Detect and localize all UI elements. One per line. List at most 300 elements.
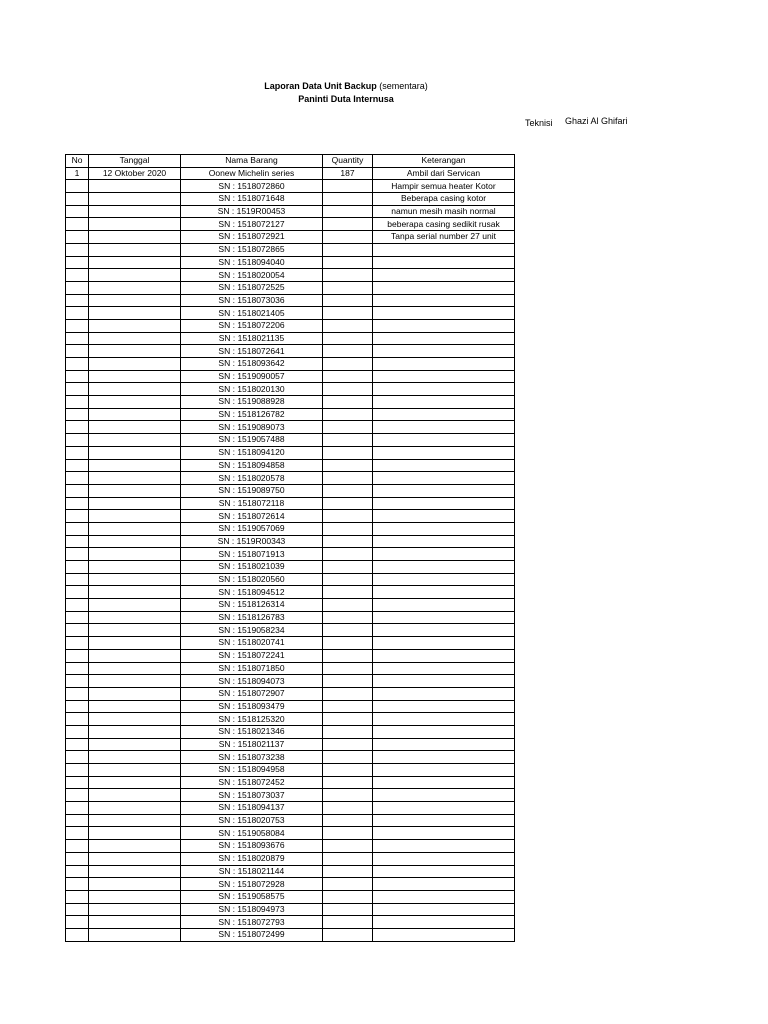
- col-header-nama-barang: Nama Barang: [181, 155, 323, 168]
- cell-keterangan: [373, 484, 515, 497]
- cell-nama-barang: Oonew Michelin series: [181, 167, 323, 180]
- cell-no: [66, 408, 89, 421]
- cell-keterangan: [373, 624, 515, 637]
- col-header-keterangan: Keterangan: [373, 155, 515, 168]
- cell-nama-barang: SN : 1518071913: [181, 548, 323, 561]
- cell-keterangan: [373, 370, 515, 383]
- table-row: [66, 599, 515, 612]
- cell-tanggal: [89, 738, 181, 751]
- cell-nama-barang: SN : 1519058575: [181, 890, 323, 903]
- cell-quantity: [323, 421, 373, 434]
- cell-tanggal: [89, 878, 181, 891]
- cell-no: [66, 687, 89, 700]
- cell-no: 1: [66, 167, 89, 180]
- cell-nama-barang: SN : 1518094040: [181, 256, 323, 269]
- cell-quantity: [323, 675, 373, 688]
- cell-no: [66, 852, 89, 865]
- cell-nama-barang: SN : 1518072641: [181, 345, 323, 358]
- table-row: [66, 637, 515, 650]
- cell-keterangan: [373, 599, 515, 612]
- cell-nama-barang: SN : 1518020753: [181, 814, 323, 827]
- table-row: [66, 345, 515, 358]
- cell-no: [66, 713, 89, 726]
- cell-nama-barang: SN : 1518072206: [181, 319, 323, 332]
- table-row: [66, 180, 515, 193]
- cell-nama-barang: SN : 1518094973: [181, 903, 323, 916]
- cell-tanggal: [89, 624, 181, 637]
- col-header-no: No: [66, 155, 89, 168]
- cell-nama-barang: SN : 1518094137: [181, 802, 323, 815]
- cell-keterangan: [373, 243, 515, 256]
- cell-nama-barang: SN : 1518021346: [181, 725, 323, 738]
- cell-tanggal: [89, 281, 181, 294]
- cell-nama-barang: SN : 1518072127: [181, 218, 323, 231]
- cell-tanggal: [89, 789, 181, 802]
- cell-tanggal: [89, 345, 181, 358]
- table-row: [66, 484, 515, 497]
- cell-keterangan: [373, 890, 515, 903]
- cell-tanggal: [89, 687, 181, 700]
- cell-nama-barang: SN : 1519R00343: [181, 535, 323, 548]
- cell-no: [66, 764, 89, 777]
- cell-nama-barang: SN : 1518093676: [181, 840, 323, 853]
- cell-no: [66, 662, 89, 675]
- cell-tanggal: [89, 611, 181, 624]
- cell-keterangan: [373, 434, 515, 447]
- cell-nama-barang: SN : 1518020560: [181, 573, 323, 586]
- cell-quantity: [323, 890, 373, 903]
- table-row: [66, 852, 515, 865]
- table-row: [66, 713, 515, 726]
- report-title-suffix: (sementara): [379, 81, 428, 91]
- cell-no: [66, 459, 89, 472]
- unit-backup-table: [65, 154, 515, 942]
- cell-keterangan: [373, 307, 515, 320]
- cell-tanggal: [89, 675, 181, 688]
- cell-no: [66, 193, 89, 206]
- cell-quantity: [323, 548, 373, 561]
- table-row: [66, 358, 515, 371]
- table-row: [66, 814, 515, 827]
- cell-quantity: [323, 497, 373, 510]
- cell-keterangan: namun mesih masih normal: [373, 205, 515, 218]
- cell-nama-barang: SN : 1519058234: [181, 624, 323, 637]
- cell-tanggal: [89, 370, 181, 383]
- cell-nama-barang: SN : 1518072118: [181, 497, 323, 510]
- table-row: [66, 586, 515, 599]
- cell-nama-barang: SN : 1518094958: [181, 764, 323, 777]
- cell-keterangan: [373, 725, 515, 738]
- table-row: [66, 446, 515, 459]
- cell-quantity: [323, 561, 373, 574]
- cell-tanggal: [89, 865, 181, 878]
- table-row: [66, 649, 515, 662]
- cell-quantity: [323, 827, 373, 840]
- table-row: [66, 408, 515, 421]
- cell-quantity: [323, 205, 373, 218]
- cell-keterangan: [373, 510, 515, 523]
- cell-tanggal: [89, 497, 181, 510]
- cell-nama-barang: SN : 1518021144: [181, 865, 323, 878]
- cell-tanggal: [89, 472, 181, 485]
- cell-keterangan: [373, 408, 515, 421]
- cell-tanggal: [89, 700, 181, 713]
- cell-keterangan: [373, 256, 515, 269]
- cell-tanggal: [89, 535, 181, 548]
- cell-keterangan: [373, 713, 515, 726]
- cell-tanggal: [89, 713, 181, 726]
- cell-keterangan: [373, 865, 515, 878]
- cell-keterangan: Ambil dari Servican: [373, 167, 515, 180]
- cell-no: [66, 776, 89, 789]
- cell-tanggal: [89, 561, 181, 574]
- cell-quantity: [323, 611, 373, 624]
- cell-quantity: [323, 624, 373, 637]
- cell-quantity: [323, 269, 373, 282]
- cell-nama-barang: SN : 1518072860: [181, 180, 323, 193]
- cell-nama-barang: SN : 1518020130: [181, 383, 323, 396]
- cell-quantity: [323, 370, 373, 383]
- cell-keterangan: [373, 561, 515, 574]
- cell-nama-barang: SN : 1518094858: [181, 459, 323, 472]
- cell-nama-barang: SN : 1518072793: [181, 916, 323, 929]
- cell-no: [66, 611, 89, 624]
- cell-nama-barang: SN : 1519057488: [181, 434, 323, 447]
- cell-quantity: [323, 649, 373, 662]
- cell-tanggal: [89, 928, 181, 941]
- cell-no: [66, 878, 89, 891]
- table-row: [66, 878, 515, 891]
- cell-nama-barang: SN : 1518073037: [181, 789, 323, 802]
- cell-nama-barang: SN : 1519089750: [181, 484, 323, 497]
- table-row: [66, 624, 515, 637]
- cell-quantity: [323, 345, 373, 358]
- cell-quantity: [323, 396, 373, 409]
- cell-no: [66, 649, 89, 662]
- cell-tanggal: [89, 852, 181, 865]
- cell-keterangan: [373, 472, 515, 485]
- cell-quantity: [323, 281, 373, 294]
- cell-keterangan: [373, 928, 515, 941]
- cell-keterangan: [373, 802, 515, 815]
- cell-quantity: [323, 472, 373, 485]
- table-row: [66, 776, 515, 789]
- cell-nama-barang: SN : 1518021039: [181, 561, 323, 574]
- report-title-main: Laporan Data Unit Backup: [264, 81, 377, 91]
- report-title: [0, 80, 692, 93]
- table-row: [66, 928, 515, 941]
- cell-tanggal: [89, 522, 181, 535]
- cell-quantity: [323, 878, 373, 891]
- cell-tanggal: [89, 383, 181, 396]
- cell-keterangan: [373, 535, 515, 548]
- cell-tanggal: [89, 573, 181, 586]
- cell-keterangan: [373, 345, 515, 358]
- cell-keterangan: [373, 649, 515, 662]
- cell-quantity: [323, 700, 373, 713]
- table-row: [66, 611, 515, 624]
- cell-no: [66, 827, 89, 840]
- cell-nama-barang: SN : 1518072865: [181, 243, 323, 256]
- cell-tanggal: [89, 662, 181, 675]
- cell-no: [66, 599, 89, 612]
- cell-nama-barang: SN : 1518125320: [181, 713, 323, 726]
- cell-no: [66, 535, 89, 548]
- cell-tanggal: [89, 599, 181, 612]
- cell-no: [66, 484, 89, 497]
- cell-nama-barang: SN : 1518072525: [181, 281, 323, 294]
- cell-tanggal: [89, 319, 181, 332]
- table-row: [66, 205, 515, 218]
- cell-nama-barang: SN : 1518020578: [181, 472, 323, 485]
- cell-quantity: [323, 180, 373, 193]
- cell-tanggal: [89, 231, 181, 244]
- cell-no: [66, 573, 89, 586]
- cell-keterangan: [373, 751, 515, 764]
- table-row: [66, 751, 515, 764]
- cell-keterangan: [373, 776, 515, 789]
- cell-no: [66, 928, 89, 941]
- cell-tanggal: [89, 269, 181, 282]
- cell-quantity: [323, 840, 373, 853]
- table-row: [66, 459, 515, 472]
- cell-nama-barang: SN : 1518093479: [181, 700, 323, 713]
- cell-nama-barang: SN : 1518072907: [181, 687, 323, 700]
- table-row: [66, 916, 515, 929]
- cell-keterangan: [373, 738, 515, 751]
- cell-tanggal: [89, 193, 181, 206]
- cell-keterangan: [373, 840, 515, 853]
- cell-quantity: [323, 231, 373, 244]
- cell-no: [66, 180, 89, 193]
- cell-nama-barang: SN : 1518071850: [181, 662, 323, 675]
- cell-quantity: [323, 852, 373, 865]
- cell-no: [66, 446, 89, 459]
- cell-keterangan: [373, 294, 515, 307]
- cell-no: [66, 497, 89, 510]
- cell-keterangan: [373, 637, 515, 650]
- cell-quantity: [323, 738, 373, 751]
- table-row: [66, 802, 515, 815]
- cell-keterangan: [373, 675, 515, 688]
- cell-quantity: [323, 776, 373, 789]
- cell-quantity: [323, 713, 373, 726]
- cell-tanggal: [89, 434, 181, 447]
- cell-quantity: [323, 408, 373, 421]
- cell-no: [66, 675, 89, 688]
- cell-nama-barang: SN : 1518021135: [181, 332, 323, 345]
- table-row: [66, 548, 515, 561]
- cell-quantity: [323, 586, 373, 599]
- cell-keterangan: Hampir semua heater Kotor: [373, 180, 515, 193]
- cell-nama-barang: SN : 1518021137: [181, 738, 323, 751]
- cell-keterangan: [373, 878, 515, 891]
- cell-no: [66, 294, 89, 307]
- cell-no: [66, 205, 89, 218]
- col-header-quantity: Quantity: [323, 155, 373, 168]
- cell-no: [66, 256, 89, 269]
- cell-no: [66, 421, 89, 434]
- cell-no: [66, 269, 89, 282]
- report-title-block: [0, 80, 692, 106]
- cell-quantity: [323, 319, 373, 332]
- cell-quantity: 187: [323, 167, 373, 180]
- teknisi-name: Ghazi Al Ghifari: [565, 116, 628, 126]
- cell-nama-barang: SN : 1518094512: [181, 586, 323, 599]
- cell-tanggal: [89, 446, 181, 459]
- cell-no: [66, 903, 89, 916]
- table-row: [66, 370, 515, 383]
- cell-no: [66, 345, 89, 358]
- table-header-row: [66, 155, 515, 168]
- cell-tanggal: [89, 776, 181, 789]
- table-row: [66, 890, 515, 903]
- cell-quantity: [323, 307, 373, 320]
- cell-keterangan: [373, 396, 515, 409]
- cell-nama-barang: SN : 1519090057: [181, 370, 323, 383]
- table-row: [66, 294, 515, 307]
- cell-no: [66, 383, 89, 396]
- cell-nama-barang: SN : 1518126782: [181, 408, 323, 421]
- cell-no: [66, 396, 89, 409]
- cell-no: [66, 814, 89, 827]
- cell-no: [66, 472, 89, 485]
- cell-no: [66, 548, 89, 561]
- table-row: [66, 269, 515, 282]
- cell-keterangan: [373, 383, 515, 396]
- cell-quantity: [323, 332, 373, 345]
- table-row: [66, 700, 515, 713]
- cell-nama-barang: SN : 1518020879: [181, 852, 323, 865]
- cell-no: [66, 789, 89, 802]
- cell-keterangan: beberapa casing sedikit rusak: [373, 218, 515, 231]
- cell-quantity: [323, 383, 373, 396]
- cell-quantity: [323, 446, 373, 459]
- cell-nama-barang: SN : 1518020741: [181, 637, 323, 650]
- cell-no: [66, 218, 89, 231]
- cell-nama-barang: SN : 1518126783: [181, 611, 323, 624]
- cell-quantity: [323, 256, 373, 269]
- cell-tanggal: [89, 408, 181, 421]
- cell-keterangan: [373, 764, 515, 777]
- cell-no: [66, 522, 89, 535]
- cell-no: [66, 700, 89, 713]
- cell-quantity: [323, 637, 373, 650]
- cell-tanggal: [89, 586, 181, 599]
- table-row: [66, 573, 515, 586]
- table-row: [66, 193, 515, 206]
- cell-quantity: [323, 903, 373, 916]
- cell-keterangan: [373, 827, 515, 840]
- cell-nama-barang: SN : 1518072241: [181, 649, 323, 662]
- cell-quantity: [323, 294, 373, 307]
- cell-tanggal: [89, 180, 181, 193]
- cell-nama-barang: SN : 1518072928: [181, 878, 323, 891]
- cell-keterangan: [373, 269, 515, 282]
- cell-no: [66, 319, 89, 332]
- cell-no: [66, 370, 89, 383]
- cell-nama-barang: SN : 1518072452: [181, 776, 323, 789]
- teknisi-label: Teknisi: [525, 118, 553, 128]
- cell-tanggal: [89, 256, 181, 269]
- cell-tanggal: [89, 840, 181, 853]
- cell-quantity: [323, 522, 373, 535]
- cell-keterangan: [373, 662, 515, 675]
- cell-nama-barang: SN : 1518021405: [181, 307, 323, 320]
- cell-nama-barang: SN : 1518073238: [181, 751, 323, 764]
- table-row: [66, 827, 515, 840]
- cell-tanggal: [89, 358, 181, 371]
- cell-tanggal: 12 Oktober 2020: [89, 167, 181, 180]
- cell-no: [66, 434, 89, 447]
- cell-no: [66, 916, 89, 929]
- cell-tanggal: [89, 205, 181, 218]
- table-row: [66, 510, 515, 523]
- table-row: [66, 383, 515, 396]
- cell-quantity: [323, 193, 373, 206]
- cell-nama-barang: SN : 1518071648: [181, 193, 323, 206]
- cell-no: [66, 637, 89, 650]
- cell-quantity: [323, 573, 373, 586]
- cell-nama-barang: SN : 1519058084: [181, 827, 323, 840]
- cell-keterangan: [373, 548, 515, 561]
- cell-tanggal: [89, 421, 181, 434]
- table-row: [66, 167, 515, 180]
- cell-keterangan: [373, 522, 515, 535]
- table-row: [66, 421, 515, 434]
- cell-tanggal: [89, 649, 181, 662]
- cell-no: [66, 307, 89, 320]
- cell-quantity: [323, 789, 373, 802]
- cell-quantity: [323, 865, 373, 878]
- cell-nama-barang: SN : 1519088928: [181, 396, 323, 409]
- cell-keterangan: [373, 687, 515, 700]
- cell-tanggal: [89, 916, 181, 929]
- table-row: [66, 281, 515, 294]
- cell-tanggal: [89, 764, 181, 777]
- cell-keterangan: [373, 281, 515, 294]
- cell-keterangan: [373, 916, 515, 929]
- cell-no: [66, 738, 89, 751]
- table-row: [66, 725, 515, 738]
- cell-nama-barang: SN : 1519089073: [181, 421, 323, 434]
- cell-keterangan: [373, 421, 515, 434]
- table-row: [66, 903, 515, 916]
- cell-keterangan: [373, 700, 515, 713]
- cell-tanggal: [89, 548, 181, 561]
- cell-quantity: [323, 459, 373, 472]
- cell-tanggal: [89, 814, 181, 827]
- table-row: [66, 865, 515, 878]
- cell-keterangan: [373, 459, 515, 472]
- cell-quantity: [323, 243, 373, 256]
- cell-tanggal: [89, 827, 181, 840]
- cell-quantity: [323, 751, 373, 764]
- cell-no: [66, 281, 89, 294]
- cell-quantity: [323, 434, 373, 447]
- cell-quantity: [323, 510, 373, 523]
- table-row: [66, 535, 515, 548]
- table-row: [66, 243, 515, 256]
- cell-no: [66, 586, 89, 599]
- cell-keterangan: [373, 814, 515, 827]
- cell-nama-barang: SN : 1518094073: [181, 675, 323, 688]
- table-row: [66, 687, 515, 700]
- cell-nama-barang: SN : 1519R00453: [181, 205, 323, 218]
- table-row: [66, 218, 515, 231]
- cell-nama-barang: SN : 1518093642: [181, 358, 323, 371]
- table-row: [66, 497, 515, 510]
